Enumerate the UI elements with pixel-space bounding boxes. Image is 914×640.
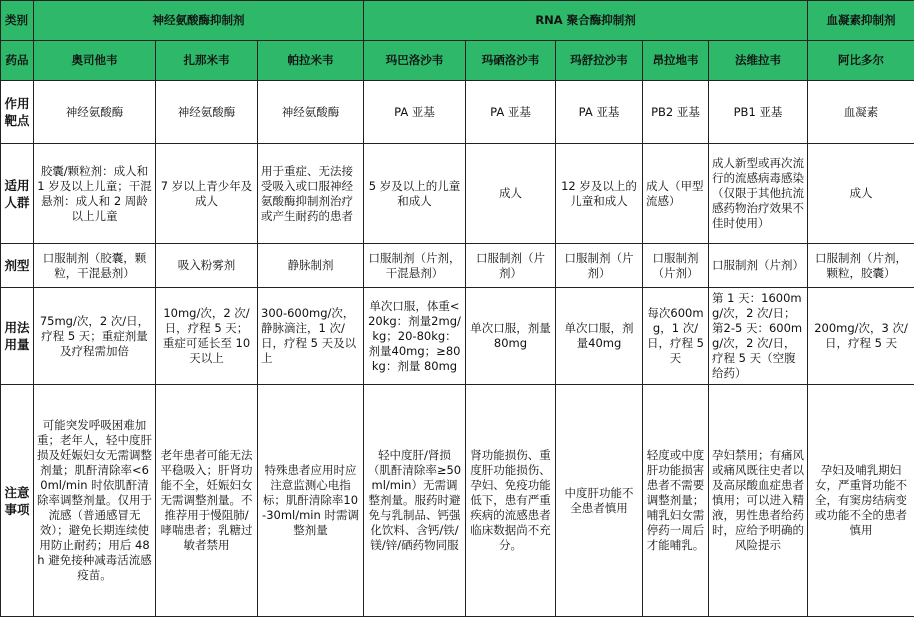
drug-name: 阿比多尔 — [808, 41, 914, 81]
table-cell: 神经氨酸酶 — [156, 81, 258, 144]
row-label-dosage-form: 剂型 — [1, 244, 34, 288]
table-cell: 成人 — [466, 144, 556, 244]
table-cell: 200mg/次，3 次/日，疗程 5 天 — [808, 288, 914, 385]
row-label-target: 作用靶点 — [1, 81, 34, 144]
dosage-row — [1, 288, 914, 385]
table-cell: 成人（甲型流感） — [643, 144, 709, 244]
table-cell: PB2 亚基 — [643, 81, 709, 144]
group-neuraminidase-inhibitors: 神经氨酸酶抑制剂 — [34, 1, 364, 41]
drug-name: 奥司他韦 — [34, 41, 156, 81]
table-cell: 血凝素 — [808, 81, 914, 144]
table-cell: 口服制剂（片剂） — [643, 244, 709, 288]
table-cell: PA 亚基 — [466, 81, 556, 144]
table-cell: 可能突发呼吸困难加重；老年人，轻中度肝损及妊娠妇女无需调整剂量；肌酐清除率<60ml/min 时依肌酐清除率调整剂量。仅用于流感（普通感冒无效）；避免长期连续使用防止耐药；用后 48h 避免接种减毒活流感疫苗。 — [34, 385, 156, 617]
target-row — [1, 81, 914, 144]
group-rna-polymerase-inhibitors: RNA 聚合酶抑制剂 — [364, 1, 808, 41]
table-cell: 轻度或中度肝功能损害患者不需要调整剂量；哺乳妇女需停药一周后才能哺乳。 — [643, 385, 709, 617]
table-cell: 5 岁及以上的儿童和成人 — [364, 144, 466, 244]
table-cell: 老年患者可能无法平稳吸入；肝肾功能不全，妊娠妇女无需调整剂量。不推荐用于慢阻肺/哮喘患者；乳糖过敏者禁用 — [156, 385, 258, 617]
table-cell: 特殊患者应用时应注意监测心电指标；肌酐清除率10-30ml/min 时需调整剂量 — [258, 385, 364, 617]
table-cell: PA 亚基 — [556, 81, 643, 144]
row-label-dosage: 用法用量 — [1, 288, 34, 385]
table-cell: 静脉制剂 — [258, 244, 364, 288]
drug-row-label: 药品 — [1, 41, 34, 81]
table-cell: 第 1 天：1600mg/次，2 次/日；第2-5 天：600mg/次，2 次/日，疗程 5 天（空腹给药） — [709, 288, 808, 385]
table-cell: 7 岁以上青少年及成人 — [156, 144, 258, 244]
drug-name: 法维拉韦 — [709, 41, 808, 81]
population-row — [1, 144, 914, 244]
table-cell: 每次600mg，1 次/日，疗程 5 天 — [643, 288, 709, 385]
table-cell: 肾功能损伤、重度肝功能损伤、孕妇、免疫功能低下，患有严重疾病的流感患者临床数据尚不充分。 — [466, 385, 556, 617]
table-cell: 孕妇及哺乳期妇女，严重肾功能不全，有窦房结病变或功能不全的患者慎用 — [808, 385, 914, 617]
row-label-population: 适用人群 — [1, 144, 34, 244]
table-cell: 胶囊/颗粒剂：成人和 1 岁及以上儿童；干混悬剂：成人和 2 周龄以上儿童 — [34, 144, 156, 244]
table-cell: 单次口服，体重<20kg：剂量2mg/kg；20-80kg：剂量40mg；≥80kg：剂量 80mg — [364, 288, 466, 385]
table-cell: 轻中度肝/肾损（肌酐清除率≥50ml/min）无需调整剂量。服药时避免与乳制品、钙强化饮料、含钙/铁/镁/锌/硒药物同服 — [364, 385, 466, 617]
drug-name: 帕拉米韦 — [258, 41, 364, 81]
drug-name: 玛舒拉沙韦 — [556, 41, 643, 81]
table-cell: 300-600mg/次，静脉滴注，1 次/日，疗程 5 天及以上 — [258, 288, 364, 385]
table-cell: 吸入粉雾剂 — [156, 244, 258, 288]
dosage-form-row — [1, 244, 914, 288]
drug-name: 扎那米韦 — [156, 41, 258, 81]
precautions-row — [1, 385, 914, 617]
table-cell: 口服制剂（片剂，颗粒，胶囊） — [808, 244, 914, 288]
table-cell: 中度肝功能不全患者慎用 — [556, 385, 643, 617]
category-row — [1, 1, 914, 41]
table-cell: 单次口服，剂量 80mg — [466, 288, 556, 385]
table-cell: 成人 — [808, 144, 914, 244]
category-label: 类别 — [1, 1, 34, 41]
drug-name: 玛巴洛沙韦 — [364, 41, 466, 81]
table-cell: 75mg/次，2 次/日，疗程 5 天；重症剂量及疗程需加倍 — [34, 288, 156, 385]
table-cell: PB1 亚基 — [709, 81, 808, 144]
drug-name-row — [1, 41, 914, 81]
drug-name: 昂拉地韦 — [643, 41, 709, 81]
table-cell: 口服制剂（片剂，干混悬剂） — [364, 244, 466, 288]
table-cell: 口服制剂（胶囊，颗粒，干混悬剂） — [34, 244, 156, 288]
table-cell: PA 亚基 — [364, 81, 466, 144]
table-cell: 口服制剂（片剂） — [466, 244, 556, 288]
table-cell: 成人新型或再次流行的流感病毒感染（仅限于其他抗流感药物治疗效果不佳时使用） — [709, 144, 808, 244]
table-cell: 10mg/次，2 次/日，疗程 5 天；重症可延长至 10 天以上 — [156, 288, 258, 385]
table-cell: 口服制剂（片剂） — [556, 244, 643, 288]
table-cell: 用于重症、无法接受吸入或口服神经氨酸酶抑制剂治疗或产生耐药的患者 — [258, 144, 364, 244]
group-hemagglutinin-inhibitors: 血凝素抑制剂 — [808, 1, 914, 41]
table-cell: 神经氨酸酶 — [34, 81, 156, 144]
table-cell: 口服制剂（片剂） — [709, 244, 808, 288]
row-label-precautions: 注意事项 — [1, 385, 34, 617]
table-cell: 单次口服，剂量40mg — [556, 288, 643, 385]
table-cell: 孕妇禁用；有痛风或痛风既往史者以及高尿酸血症患者慎用；可以进入精液，男性患者给药时，应给予明确的风险提示 — [709, 385, 808, 617]
table-cell: 神经氨酸酶 — [258, 81, 364, 144]
drug-name: 玛硒洛沙韦 — [466, 41, 556, 81]
table-cell: 12 岁及以上的儿童和成人 — [556, 144, 643, 244]
